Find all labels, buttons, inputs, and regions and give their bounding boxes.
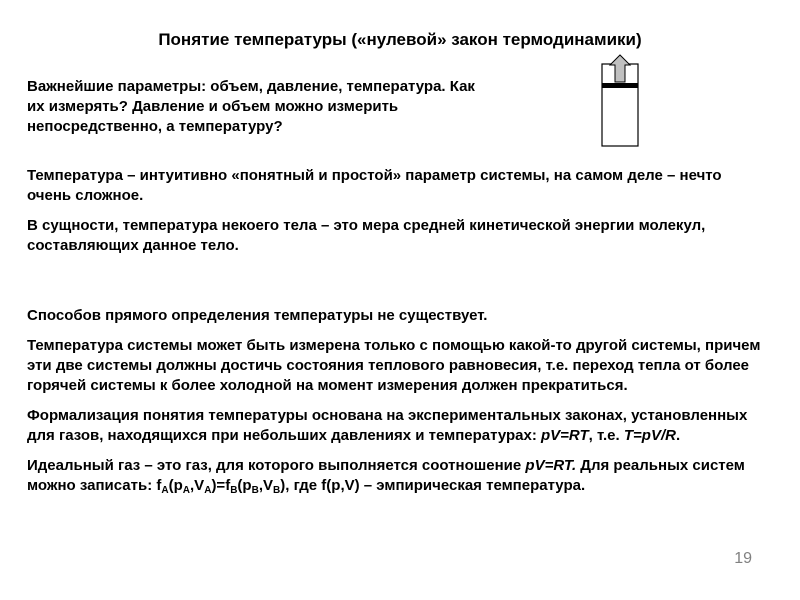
formalization-end: . [675, 427, 681, 444]
piston-cylinder-icon [596, 52, 644, 148]
formula-t: T=pV/R [623, 427, 676, 444]
paragraph-essence: В сущности, температура некоего тела – это мера средней кинетической энергии молекул, составляющих данное тело. [27, 217, 706, 254]
formula-part: ,V [190, 477, 205, 494]
formula-ideal: pV=RT. [525, 457, 577, 474]
intro-line-2: их измерять? Давление и объем можно измерить [27, 98, 399, 115]
subscript-a: A [204, 485, 212, 496]
intro-text [27, 77, 567, 137]
empirical-temperature-text: ), где f(p,V) – эмпирическая температура. [280, 477, 586, 494]
paragraph-no-direct: Способов прямого определения температуры не существует. [27, 307, 488, 324]
real-systems-text: Для реальных систем можно записать: f [27, 457, 745, 494]
section-measurement [27, 306, 762, 496]
ideal-gas-text: Идеальный газ – это газ, для которого выполняется соотношение [27, 457, 526, 474]
formula-part: (p [237, 477, 252, 494]
piston [603, 83, 638, 88]
intro-line-3: непосредственно, а температуру? [27, 118, 283, 135]
subscript-a: A [182, 485, 191, 496]
slide-title: Понятие температуры («нулевой» закон термодинамики) [158, 30, 642, 49]
subscript-b: B [273, 485, 281, 496]
subscript-b: B [251, 485, 259, 496]
paragraph-intuitive: Температура – интуитивно «понятный и простой» параметр системы, на самом деле – нечто очень сложное. [27, 167, 722, 204]
paragraph-ideal-gas [27, 456, 762, 496]
formula-pvrt: pV=RT [540, 427, 589, 444]
formalization-text: Формализация понятия температуры основана на экспериментальных законах, установленных для газов, находящихся при небольших давлениях и температурах: [27, 407, 748, 444]
subscript-b: B [230, 485, 238, 496]
formula-part: ,V [258, 477, 274, 494]
page-number: 19 [734, 550, 752, 567]
paragraph-formalization [27, 406, 762, 446]
intro-line-1: Важнейшие параметры: объем, давление, температура. Как [27, 78, 475, 95]
paragraph-equilibrium: Температура системы может быть измерена только с помощью какой-то другой системы, причем эти две системы должны достичь состояния теплового равновесия, т.е. переход тепла от более горячей системы к более холодной на момент измерения должен прекратиться. [27, 337, 761, 394]
subscript-a: A [161, 485, 169, 496]
formula-part: )=f [211, 477, 231, 494]
section-definition [27, 166, 762, 256]
formula-part: (p [168, 477, 183, 494]
formalization-mid: , т.е. [588, 427, 624, 444]
